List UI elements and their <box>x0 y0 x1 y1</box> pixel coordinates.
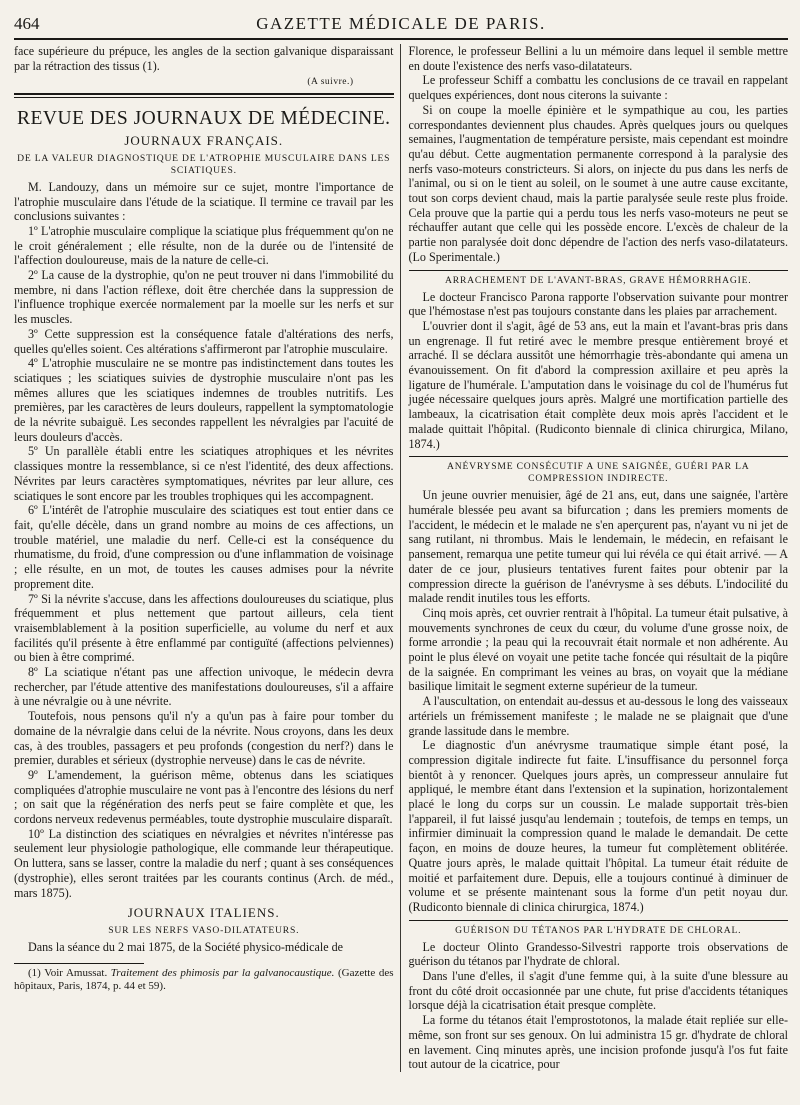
paragraph: 9º L'amendement, la guérison même, obtenus dans les sciatiques compliquées d'atrophie musculaire ne vont pas à l'encontre des lésions du nerf ; on sait que la régénération des nerfs peut se faire complète et que, les cordons nerveux redevenus perméables, toute dystrophie musculaire disparaît. <box>14 767 394 827</box>
paragraph: 3º Cette suppression est la conséquence fatale d'altérations des nerfs, quelles qu'elles soient. Ces altérations s'affirmeront par l'atrophie musculaire. <box>14 326 394 356</box>
anevrysme-article-heading: ANÉVRYSME CONSÉCUTIF A UNE SAIGNÉE, GUÉRI PAR LA COMPRESSION INDIRECTE. <box>409 456 789 485</box>
paragraph: Dans l'une d'elles, il s'agit d'une femme qui, à la suite d'une blessure au front du côté droit occasionnée par une chute, fut prise d'accidents tétaniques lorsque déjà la cicatrisation était presque complète. <box>408 969 788 1013</box>
footnote-text: (1) Voir Amussat. <box>28 966 111 979</box>
paragraph: L'ouvrier dont il s'agit, âgé de 53 ans, eut la main et l'avant-bras pris dans un engrenage. Il fut retiré avec le membre presque entièrement broyé et arraché. Il se déclara aussitôt une hémorrhagie très-abondante qui amena un évanouissement. On fit d'abord la compression axillaire et peu après la ligature de l'humérale. L'amputation dans le voisinage du col de l'humérus fut jugée nécessaire quelques jours après. Malgré une mortification partielle des lambeaux, la cicatrisation était complète deux mois après l'accident et le malade quittait l'hôpital. (Rudiconto biennale di clinica chirurgica, Milano, 1874.) <box>408 318 788 451</box>
right-column <box>401 44 789 1072</box>
paragraph: Le docteur Francisco Parona rapporte l'observation suivante pour montrer que l'hémostase n'est pas toujours constante dans les plaies par arrachement. <box>408 289 788 319</box>
french-journals-heading: JOURNAUX FRANÇAIS. <box>124 133 284 149</box>
section-divider <box>14 93 394 98</box>
paragraph: Le professeur Schiff a combattu les conclusions de ce travail en rappelant quelques expériences, dont nous citerons la suivante : <box>408 73 788 103</box>
paragraph: M. Landouzy, dans un mémoire sur ce sujet, montre l'importance de l'atrophie musculaire dans l'étude de la sciatique. Il termine ce travail par les conclusions suivantes : <box>14 179 394 224</box>
atrophy-article-heading: DE LA VALEUR DIAGNOSTIQUE DE L'ATROPHIE MUSCULAIRE DANS LES SCIATIQUES. <box>17 152 391 176</box>
atrophy-article-body <box>14 180 394 900</box>
paragraph: 7º Si la névrite s'accuse, dans les affections douloureuses du sciatique, plus fréquemment et plus nettement que partout ailleurs, cela tient vraisemblablement à la position superficielle, au volume du nerf et aux facilités qu'il présente à être enflammé par contiguïté (affections pelviennes) ou bien à être comprimé. <box>14 591 394 665</box>
paragraph: Toutefois, nous pensons qu'il n'y a qu'un pas à faire pour tomber du domaine de la névralgie dans celui de la névrite. Nous croyons, dans les deux cas, à des troubles, passagers et peu profonds (congestion du nerf?) dans le premier, durables et sérieux (dystrophie nerveuse) dans le cas de névrite. <box>14 709 394 768</box>
tetanos-article-heading: GUÉRISON DU TÉTANOS PAR L'HYDRATE DE CHLORAL. <box>409 920 789 937</box>
review-title: REVUE DES JOURNAUX DE MÉDECINE. <box>16 108 391 130</box>
paragraph: 4º L'atrophie musculaire ne se montre pas indistinctement dans toutes les sciatiques ; les sciatiques suivies de dystrophie musculaire n'ont pas les mêmes allures que les sciatiques indemnes de troubles nutritifs. Les premières, par les caractères de leurs douleurs, rappellent la symptomatologie de la névrite subaiguë. Les secondes rappellent les névralgies par l'acuité de leurs douleurs d'accès. <box>14 356 394 444</box>
footnote-rule <box>14 963 144 964</box>
paragraph: La forme du tétanos était l'emprostotonos, la malade était repliée sur elle-même, son front sur ses genoux. On lui administra 15 gr. d'hydrate de chloral en lavement. Cinq minutes après, une incision profonde jusqu'à l'os fut faite tout autour de la cicatrice, pour <box>408 1013 788 1072</box>
paragraph: 8º La sciatique n'étant pas une affection univoque, le médecin devra rechercher, par l'étude attentive des manifestations douloureuses, s'il a affaire à une névralgie ou à une névrite. <box>14 665 394 709</box>
paragraph: Le diagnostic d'un anévrysme traumatique simple étant posé, la compression digitale indirecte fut faite. L'insuffisance du personnel força bientôt à y renoncer. Quelques jours après, un compresseur annulaire fut appliqué, le membre étant dans l'extension et la supination, horizontalement placé le long du corps sur un coussin. Le malade supportait très-bien l'appareil, il fut laissé jusqu'au lendemain ; toutefois, de temps en temps, un infirmier diminuait la compression quand le malade le demandait. De cette façon, en moins de douze heures, la tumeur fut complètement oblitérée. Quatre jours après, le malade quittait l'hôpital. La tumeur était réduite de moitié et parfaitement dure. Depuis, elle a toujours continué à diminuer de volume et se présente maintenant sous la forme d'un petit noyau dur. (Rudiconto biennale di clinica chirurgica, 1874.) <box>408 738 788 914</box>
paragraph: 10º La distinction des sciatiques en névralgies et névrites n'intéresse pas seulement leur physiologie pathologique, elle commande leur thérapeutique. On luttera, sans se lasser, contre la maladie du nerf ; quant à ses conséquences (dystrophie), elles seront traitées par les courants continus (Arch. de méd., mars 1875). <box>14 826 394 900</box>
running-head <box>14 10 788 40</box>
arrachement-article-heading: ARRACHEMENT DE L'AVANT-BRAS, GRAVE HÉMORRHAGIE. <box>409 270 789 287</box>
text-columns <box>14 44 788 1072</box>
paragraph: 1º L'atrophie musculaire complique la sciatique plus fréquemment qu'on ne le croit généralement ; elle résulte, non de la durée ou de l'intensité de l'affection douloureuse, mais de la nature de celle-ci. <box>14 223 394 268</box>
paragraph: A l'auscultation, on entendait au-dessus et au-dessous le long des vaisseaux artériels un frémissement manifeste ; le malade ne se plaignait que d'une grande lassitude dans le membre. <box>408 694 788 738</box>
paragraph: Dans la séance du 2 mai 1875, de la Société physico-médicale de <box>28 939 343 954</box>
paragraph: Si on coupe la moelle épinière et le sympathique au cou, les parties correspondantes deviennent plus chaudes. Après quelques jours ou quelques semaines, l'augmentation de température persiste, mais cependant est moindre qu'au début. Cette augmentation permanente correspond à la paralysie des nerfs vaso-moteurs constricteurs. Si alors, on injecte du pus dans les nerfs de l'animal, ou si on le tient au soleil, on le soumet à une autre cause excitante, tout son corps devient chaud, mais la partie paralysée seule reste plus froide. Cela prouve que la partie qui a perdu tous les nerfs vaso-moteurs ne peut se réchauffer autant que celle qui les possède encore. L'excès de chaleur de la partie non paralysée doit donc dépendre de l'action des nerfs vaso-dilatateurs. (Lo Sperimentale.) <box>408 102 788 264</box>
footnote <box>14 967 394 994</box>
footnote-italic-text: Traitement des phimosis par la galvanocaustique. <box>110 966 335 979</box>
paragraph: Un jeune ouvrier menuisier, âgé de 21 ans, eut, dans une saignée, l'artère humérale blessée peu avant sa bifurcation ; dans les premiers moments de l'accident, le médecin et le malade ne s'en aperçurent pas, n'ayant vu ni jet de sang rutilant, ni thrombus. Mais le lendemain, le médecin, en refaisant le pansement, remarqua une petite tumeur qui lui révéla ce qui était arrivé. — A dater de ce jour, plusieurs tentatives furent faites pour obtenir par la compression directe la guérison de l'anévrysme à ses débuts. L'indocilité du malade rendit inutiles tous les efforts. <box>408 488 788 606</box>
paragraph: 6º L'intérêt de l'atrophie musculaire des sciatiques est tout entier dans ce fait, qu'elle décèle, dans un grand nombre au moins de ces affections, un trouble matériel, une maladie du nerf. Celle-ci est la conséquence du rhumatisme, du froid, d'une compression ou d'une inflammation de voisinage ; elle résulte, en un mot, de toutes les causes admises pour la névrite proprement dite. <box>14 503 394 591</box>
left-column <box>14 44 401 1072</box>
paragraph: Le docteur Olinto Grandesso-Silvestri rapporte trois observations de guérison du tétanos par l'hydrate de chloral. <box>408 939 788 969</box>
page-number: 464 <box>14 14 40 33</box>
paragraph: 5º Un parallèle établi entre les sciatiques atrophiques et les névrites classiques montre la ressemblance, si ce n'est l'identité, des deux affections. Névrites par leurs caractères symptomatiques, névrites par leur allure, ces sciatiques le sont encore par les troubles trophiques qui les accompagnent. <box>14 444 394 503</box>
italian-journals-heading: JOURNAUX ITALIENS. <box>127 905 280 921</box>
to-be-continued: (A suivre.) <box>307 77 354 88</box>
footnote-text: (Gazette des hôpitaux, Paris, 1874, p. 44 et 59). <box>14 966 394 993</box>
vaso-article-heading: SUR LES NERFS VASO-DILATATEURS. <box>108 924 300 936</box>
paragraph: Florence, le professeur Bellini a lu un mémoire dans lequel il semble mettre en doute l'existence des nerfs vaso-dilatateurs. <box>408 44 788 73</box>
paragraph: 2º La cause de la dystrophie, qu'on ne peut trouver ni dans l'immobilité du membre, ni dans l'action réflexe, doit être cherchée dans la suppression de l'influence trophique exercée normalement par la moelle sur les nerfs et sur les muscles. <box>14 268 394 327</box>
continued-text: face supérieure du prépuce, les angles de la section galvanique disparaissant par la rétraction des tissus (1). <box>14 44 394 73</box>
journal-title: GAZETTE MÉDICALE DE PARIS. <box>256 14 546 33</box>
paragraph: Cinq mois après, cet ouvrier rentrait à l'hôpital. La tumeur était pulsative, à mouvements synchrones de ceux du cœur, du volume d'une grosse noix, de forme arrondie ; la peau qui la recouvrait était normale et non adhérente. Au point le plus élevé on voyait une petite tache foncée qui résultait de la piqûre de la saignée. En comprimant les veines au bras, on voyait que la médiane basilique limitait le segment externe supérieur de la tumeur. <box>408 605 788 694</box>
